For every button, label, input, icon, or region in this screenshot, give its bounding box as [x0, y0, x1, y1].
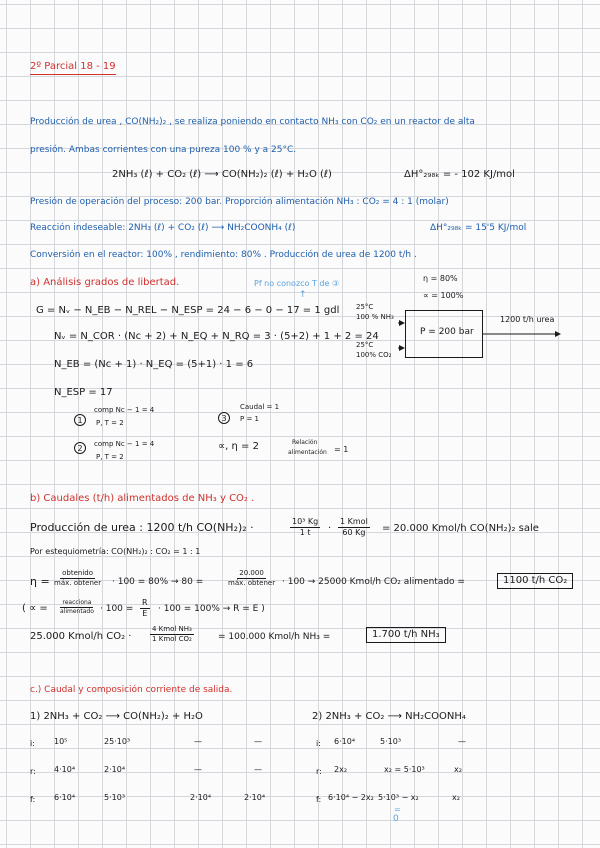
diagram-yield: η = 80%: [423, 274, 458, 283]
equation-neb: N_EB = (Nc + 1) · N_EQ = (5+1) · 1 = 6: [54, 359, 254, 370]
feed-ratio-label-bottom: alimentación: [288, 449, 327, 456]
r2-zero-equals: =: [394, 805, 401, 814]
factor-2-numerator: 1 Kmol: [338, 518, 370, 528]
r1-react-co2: 2·10⁴: [104, 765, 126, 774]
r2-final-co2: 5·10³ − x₂: [378, 793, 419, 802]
stream-3-pressure: P = 1: [240, 415, 259, 423]
stream-2-circle: 2: [74, 442, 86, 454]
production-result: = 20.000 Kmol/h CO(NH₂)₂ sale: [382, 523, 539, 534]
feed-ratio-value: = 1: [334, 445, 349, 454]
r1-final-nh3: 6·10⁴: [54, 793, 76, 802]
feed-nh3-purity: 100 % NH₃: [356, 313, 394, 321]
equation-degrees-of-freedom: G = Nᵥ − N_EB − N_REL − N_ESP = 24 − 6 − 0 − 17 = 1 gdl: [36, 305, 340, 316]
stream-3-flow: Caudal = 1: [240, 403, 280, 411]
r1-initial-urea: —: [194, 737, 202, 746]
nh3-ratio-denominator: 1 Kmol CO₂: [152, 635, 192, 644]
stoichiometry: Por estequiometría: CO(NH₂)₂ : CO₂ = 1 : 1: [30, 547, 201, 556]
yield-denominator: máx. obtener: [54, 579, 102, 588]
note-arrow-icon: ↑: [299, 290, 307, 300]
feed-nh3-temp: 25°C: [356, 303, 374, 311]
operation-conditions: Presión de operación del proceso: 200 bar. Proporción alimentación NH₃ : CO₂ = 4 : 1 (molar): [30, 197, 449, 207]
r2-final-nh3: 6·10⁴ − 2x₂: [328, 793, 374, 802]
conversion-factor-1: [290, 518, 320, 538]
conversion-factor-2: [338, 518, 370, 538]
r1-initial-label: i:: [30, 739, 35, 748]
r2-react-label: r:: [316, 767, 322, 776]
side-reaction: Reacción indeseable: 2NH₃ (ℓ) + CO₂ (ℓ) ⟶ NH₂COONH₄ (ℓ): [30, 223, 296, 233]
stream-3-circle: 3: [218, 412, 230, 424]
nh3-ratio: [150, 626, 194, 644]
r1-react-label: r:: [30, 767, 36, 776]
r2-react-carbamate: x₂: [454, 765, 462, 774]
factor-1-numerator: 10³ Kg: [290, 518, 320, 528]
alpha-end: · 100 = 100% → R = E ): [158, 604, 265, 614]
product-stream: 1200 t/h urea: [500, 315, 555, 324]
feed-ratio-label-top: Relación: [292, 439, 318, 446]
alpha-fraction: [58, 600, 96, 616]
alpha-denominator-2: E: [142, 609, 148, 619]
co2-feed-result: 1100 t/h CO₂: [497, 573, 573, 589]
r2-initial-carbamate: —: [458, 737, 466, 746]
stream-1-components: comp Nc − 1 = 4: [94, 406, 155, 414]
r1-react-urea: —: [194, 765, 202, 774]
r1-final-co2: 5·10³: [104, 793, 126, 802]
yield-fraction: [52, 570, 103, 588]
r1-final-urea: 2·10⁴: [190, 793, 212, 802]
r1-initial-nh3: 10⁵: [54, 737, 68, 746]
side-reaction-enthalpy: ΔH°₂₉₈ₖ = 15'5 KJ/mol: [430, 223, 527, 233]
conversion-line: Conversión en el reactor: 100% , rendimiento: 80% . Producción de urea de 1200 t/h .: [30, 250, 417, 260]
section-b-title: b) Caudales (t/h) alimentados de NH₃ y CO₂ .: [30, 493, 255, 504]
alpha-open: ( ∝ =: [22, 603, 48, 614]
section-a-note: Pf no conozco T de ③: [254, 279, 340, 288]
stream-1-pt: P, T = 2: [96, 419, 124, 427]
dot-separator: ·: [328, 523, 332, 534]
main-reaction-enthalpy: ΔH°₂₉₈ₖ = - 102 KJ/mol: [404, 169, 515, 180]
r1-react-water: —: [254, 765, 262, 774]
nh3-middle: = 100.000 Kmol/h NH₃ =: [218, 632, 331, 642]
reactor-pressure: P = 200 bar: [420, 327, 474, 337]
page-title: 2º Parcial 18 - 19: [30, 62, 116, 75]
r2-zero-value: 0: [393, 814, 399, 824]
yield-middle: · 100 = 80% → 80 =: [112, 577, 204, 587]
r1-initial-co2: 25·10³: [104, 737, 131, 746]
section-a-title: a) Análisis grados de libertad.: [30, 277, 180, 288]
problem-line-1: Producción de urea , CO(NH₂)₂ , se realiza poniendo en contacto NH₃ con CO₂ en un reactor de alta: [30, 117, 475, 127]
nh3-prefix: 25.000 Kmol/h CO₂ ·: [30, 631, 132, 642]
alpha-eta-count: ∝, η = 2: [218, 441, 259, 452]
r2-react-nh3: 2x₂: [334, 765, 348, 774]
r2-react-co2: x₂ = 5·10³: [384, 765, 425, 774]
nh3-feed-result: 1.700 t/h NH₃: [366, 627, 446, 643]
main-reaction: 2NH₃ (ℓ) + CO₂ (ℓ) ⟶ CO(NH₂)₂ (ℓ) + H₂O (ℓ): [112, 169, 332, 180]
alpha-middle: · 100 =: [100, 604, 134, 614]
production-prefix: Producción de urea : 1200 t/h CO(NH₂)₂ ·: [30, 521, 254, 534]
equation-nv: Nᵥ = N_COR · (Nc + 2) + N_EQ + N_RQ = 3 · (5+2) + 1 + 2 = 24: [54, 331, 379, 342]
r1-initial-water: —: [254, 737, 262, 746]
alpha-fraction-2: [140, 599, 150, 619]
section-c-title: c.) Caudal y composición corriente de salida.: [30, 685, 233, 695]
r2-final-label: f:: [316, 795, 322, 804]
factor-2-denominator: 60 Kg: [342, 528, 366, 538]
r1-final-label: f:: [30, 795, 36, 804]
yield-numerator-2: 20.000: [237, 570, 266, 579]
eta-symbol: η =: [30, 575, 50, 588]
feed-co2-temp: 25°C: [356, 341, 374, 349]
yield-end: · 100 → 25000 Kmol/h CO₂ alimentado =: [282, 577, 465, 587]
nh3-ratio-numerator: 4 Kmol NH₃: [150, 626, 194, 635]
factor-1-denominator: 1 t: [299, 528, 311, 538]
diagram-conversion: ∝ = 100%: [423, 291, 464, 300]
stream-2-pt: P, T = 2: [96, 453, 124, 461]
feed-co2-purity: 100% CO₂: [356, 351, 392, 359]
equation-nesp: N_ESP = 17: [54, 387, 113, 398]
reaction-1-equation: 1) 2NH₃ + CO₂ ⟶ CO(NH₂)₂ + H₂O: [30, 711, 203, 722]
alpha-numerator-2: R: [140, 599, 150, 609]
r1-final-water: 2·10⁴: [244, 793, 266, 802]
yield-fraction-2: [226, 570, 277, 588]
alpha-denominator: alimentado: [60, 608, 94, 616]
reaction-2-equation: 2) 2NH₃ + CO₂ ⟶ NH₂COONH₄: [312, 711, 466, 722]
stream-1-circle: 1: [74, 414, 86, 426]
r2-initial-label: i:: [316, 739, 321, 748]
yield-denominator-2: máx. obtener: [228, 579, 276, 588]
yield-numerator: obtenido: [60, 570, 95, 579]
alpha-numerator: reacciona: [60, 600, 93, 608]
r2-initial-nh3: 6·10⁴: [334, 737, 356, 746]
problem-line-2: presión. Ambas corrientes con una pureza 100 % y a 25°C.: [30, 145, 297, 155]
stream-2-components: comp Nc − 1 = 4: [94, 440, 155, 448]
r1-react-nh3: 4·10⁴: [54, 765, 76, 774]
r2-final-carbamate: x₂: [452, 793, 460, 802]
r2-initial-co2: 5·10³: [380, 737, 402, 746]
